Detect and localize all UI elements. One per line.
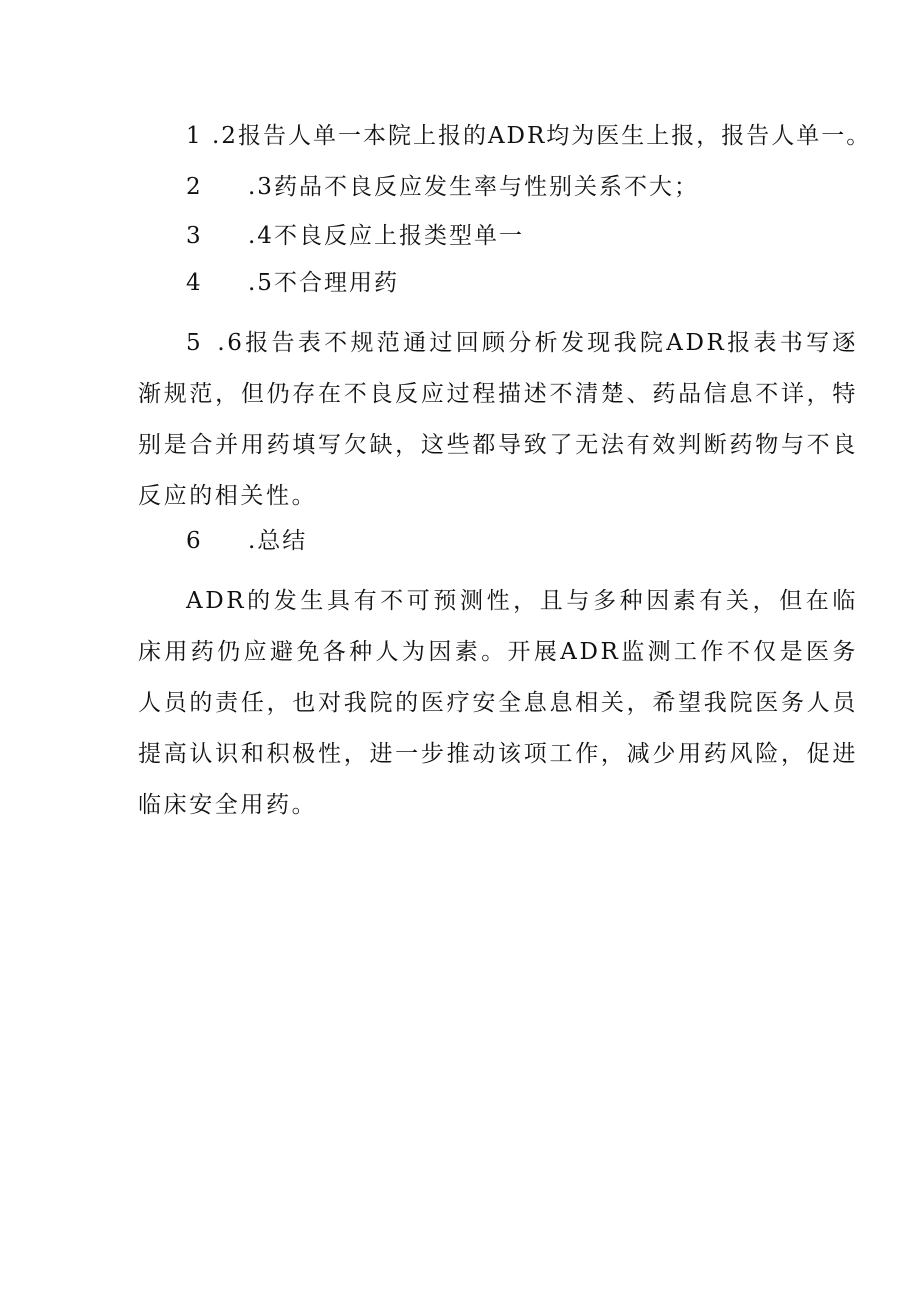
list-item-text: .5不合理用药	[248, 270, 399, 296]
item-5-paragraph	[138, 318, 858, 522]
list-item-text: .2报告人单一本院上报的ADR均为医生上报，报告人单一。	[212, 123, 872, 149]
item-5-text: .6报告表不规范通过回顾分析发现我院ADR报表书写逐渐规范，但仍存在不良反应过程描述不清楚、药品信息不详，特别是合并用药填写欠缺，这些都导致了无法有效判断药物与不良反应的相关性。	[138, 330, 858, 509]
list-item-number: 1	[186, 123, 203, 149]
section-number: 6	[186, 528, 203, 554]
summary-paragraph: ADR的发生具有不可预测性，且与多种因素有关，但在临床用药仍应避免各种人为因素。开展ADR监测工作不仅是医务人员的责任，也对我院的医疗安全息息相关，希望我院医务人员提高认识和积极性，进一步推动该项工作，减少用药风险，促进临床安全用药。	[138, 588, 858, 818]
list-item	[186, 121, 871, 151]
list-item	[186, 268, 399, 298]
list-item-number: 2	[186, 174, 203, 200]
item-5-number: 5	[186, 330, 204, 356]
list-item	[186, 221, 524, 251]
section-heading	[186, 526, 307, 556]
list-item-number: 4	[186, 270, 203, 296]
list-item	[186, 172, 699, 202]
list-item-text: .3药品不良反应发生率与性别关系不大；	[248, 174, 699, 200]
section-title: .总结	[248, 528, 308, 554]
list-item-number: 3	[186, 223, 203, 249]
list-item-text: .4不良反应上报类型单一	[248, 223, 524, 249]
